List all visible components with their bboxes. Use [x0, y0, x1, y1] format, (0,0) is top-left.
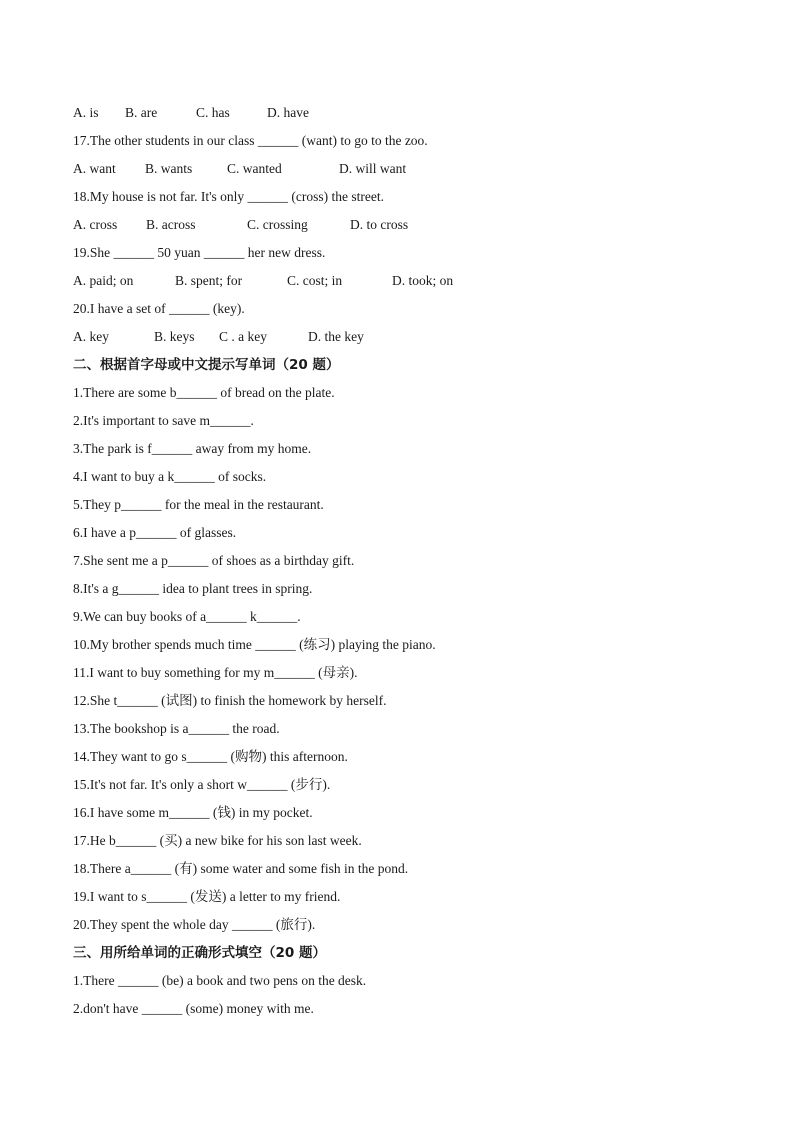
- q20-options: [73, 326, 733, 354]
- q20-question: 20.I have a set of ______ (key).: [73, 301, 245, 316]
- q20-option-d: D. the key: [308, 329, 364, 344]
- list-item: 1.There ______ (be) a book and two pens on the desk.: [73, 973, 367, 988]
- list-item: 3.The park is f______ away from my home.: [73, 441, 312, 456]
- q18-option-a: A. cross: [73, 217, 118, 232]
- q19-option-a: A. paid; on: [73, 273, 134, 288]
- list-item: 18.There a______ (有) some water and some fish in the pond.: [73, 861, 409, 876]
- q16-option-c: C. has: [196, 105, 230, 120]
- list-item: 17.He b______ (买) a new bike for his son last week.: [73, 833, 362, 848]
- q16-option-a: A. is: [73, 105, 99, 120]
- section-2-list: [73, 382, 733, 942]
- list-item: 6.I have a p______ of glasses.: [73, 525, 237, 540]
- list-item: 11.I want to buy something for my m______ (母亲).: [73, 665, 358, 680]
- q17-options: [73, 158, 733, 186]
- q17-option-b: B. wants: [145, 161, 193, 176]
- q19-option-d: D. took; on: [392, 273, 454, 288]
- list-item: 15.It's not far. It's only a short w______ (步行).: [73, 777, 331, 792]
- list-item: 10.My brother spends much time ______ (练习) playing the piano.: [73, 637, 436, 652]
- q20-option-b: B. keys: [154, 329, 195, 344]
- list-item: 19.I want to s______ (发送) a letter to my friend.: [73, 889, 341, 904]
- q20-option-a: A. key: [73, 329, 109, 344]
- q17-option-c: C. wanted: [227, 161, 282, 176]
- list-item: 2.It's important to save m______.: [73, 413, 254, 428]
- list-item: 13.The bookshop is a______ the road.: [73, 721, 280, 736]
- list-item: 12.She t______ (试图) to finish the homework by herself.: [73, 693, 387, 708]
- q18-options: [73, 214, 733, 242]
- q16-options: [73, 102, 733, 130]
- q19-option-b: B. spent; for: [175, 273, 243, 288]
- q17-question: 17.The other students in our class ______ (want) to go to the zoo.: [73, 133, 428, 148]
- list-item: 7.She sent me a p______ of shoes as a birthday gift.: [73, 553, 355, 568]
- q19-options: [73, 270, 733, 298]
- list-item: 16.I have some m______ (钱) in my pocket.: [73, 805, 313, 820]
- section-3-list: [73, 970, 733, 1026]
- list-item: 2.don't have ______ (some) money with me.: [73, 1001, 314, 1016]
- section-3-heading: 三、用所给单词的正确形式填空（20 题）: [73, 945, 326, 961]
- worksheet-content: [73, 102, 733, 1026]
- q19-option-c: C. cost; in: [287, 273, 343, 288]
- q16-option-d: D. have: [267, 105, 309, 120]
- q18-option-b: B. across: [146, 217, 196, 232]
- list-item: 1.There are some b______ of bread on the plate.: [73, 385, 335, 400]
- list-item: 9.We can buy books of a______ k______.: [73, 609, 301, 624]
- q16-option-b: B. are: [125, 105, 158, 120]
- list-item: 5.They p______ for the meal in the restaurant.: [73, 497, 324, 512]
- list-item: 8.It's a g______ idea to plant trees in spring.: [73, 581, 313, 596]
- q18-question: 18.My house is not far. It's only ______ (cross) the street.: [73, 189, 385, 204]
- q17-option-d: D. will want: [339, 161, 407, 176]
- q19-question: 19.She ______ 50 yuan ______ her new dress.: [73, 245, 326, 260]
- q20-option-c: C . a key: [219, 329, 267, 344]
- q18-option-d: D. to cross: [350, 217, 409, 232]
- q18-option-c: C. crossing: [247, 217, 308, 232]
- list-item: 14.They want to go s______ (购物) this afternoon.: [73, 749, 348, 764]
- list-item: 4.I want to buy a k______ of socks.: [73, 469, 267, 484]
- list-item: 20.They spent the whole day ______ (旅行).: [73, 917, 316, 932]
- section-2-heading: 二、根据首字母或中文提示写单词（20 题）: [73, 357, 340, 373]
- q17-option-a: A. want: [73, 161, 116, 176]
